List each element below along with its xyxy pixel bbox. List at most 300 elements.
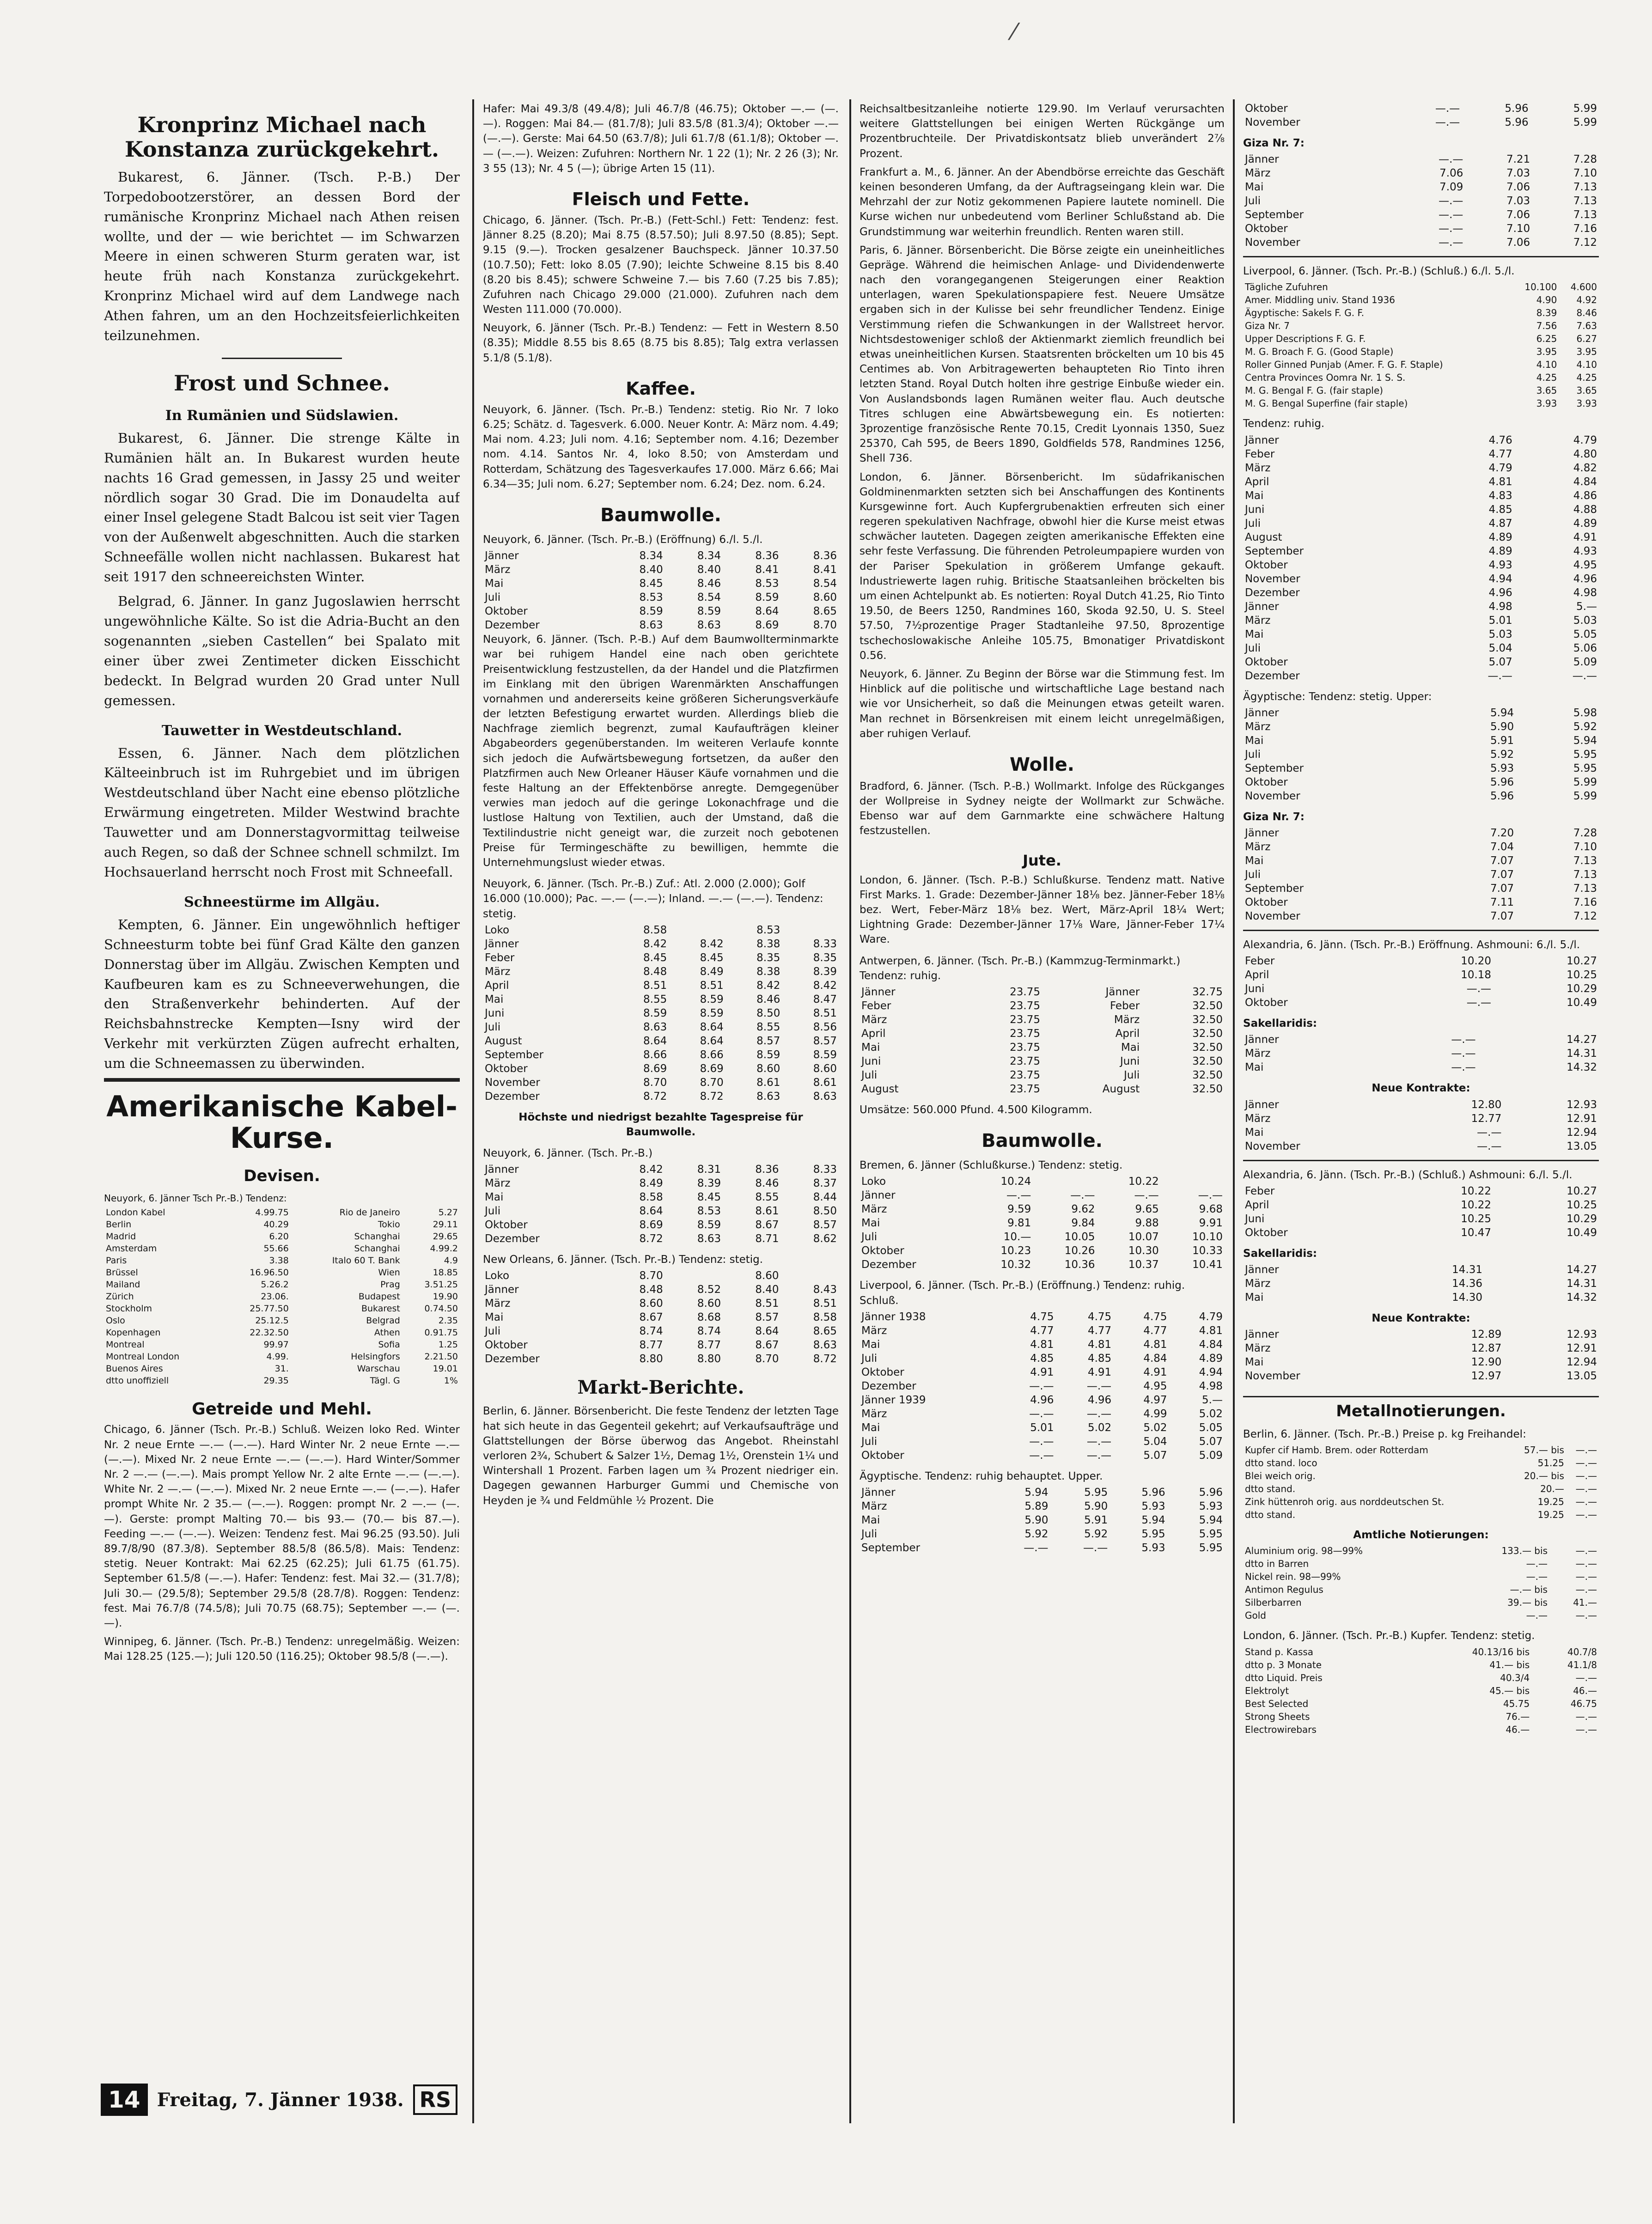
table-row bbox=[1243, 882, 1599, 896]
table-row bbox=[1243, 116, 1599, 129]
table-row bbox=[860, 1082, 1225, 1096]
hoechst-intro: Neuyork, 6. Jänner. (Tsch. Pr.-B.) bbox=[483, 1147, 653, 1160]
table-row bbox=[1243, 1291, 1599, 1304]
page-footer bbox=[101, 2079, 466, 2120]
row-value: 5.99 bbox=[1573, 116, 1597, 128]
table-row bbox=[1243, 762, 1599, 775]
row-value: 32.50 bbox=[1192, 1055, 1223, 1067]
row-value: 6.20 bbox=[269, 1231, 289, 1242]
row-value: 8.43 bbox=[813, 1284, 837, 1296]
divider bbox=[222, 358, 342, 359]
table-row bbox=[860, 1449, 1225, 1462]
table-row bbox=[483, 1324, 839, 1338]
table-row bbox=[1243, 1341, 1599, 1355]
row-label: November bbox=[1245, 573, 1300, 585]
row-value: 8.70 bbox=[643, 1076, 667, 1089]
row-value: 8.45 bbox=[639, 578, 663, 590]
row-label: Mai bbox=[485, 578, 504, 590]
row-value: 4.93 bbox=[1573, 545, 1597, 557]
row-value: 19.90 bbox=[433, 1292, 458, 1302]
row-value: 8.74 bbox=[639, 1325, 663, 1338]
table-row bbox=[1243, 1645, 1599, 1658]
row-value: 51.25 bbox=[1537, 1457, 1564, 1469]
table-row bbox=[483, 1090, 839, 1103]
row-label: Oktober bbox=[485, 1062, 528, 1075]
table-row bbox=[483, 1204, 839, 1218]
row-value: 8.57 bbox=[813, 1219, 837, 1231]
row-value: Juli bbox=[1124, 1069, 1140, 1081]
table-row bbox=[860, 1175, 1225, 1188]
jute-report: London, 6. Jänner. (Tsch. P.-B.) Schlußkurse. Tendenz matt. Native First Marks. 1. Grade: Dezember-Jänner 18⅛ bez. Jänner-Feber 18⅛ bez. Wert, Feber-März 18⅛ bez. Wert, März-April 18¼ Wert; Lightning Grade: Dezember-Jänner 17⅛ Ware, Jänner-Feber 17¼ Ware. bbox=[860, 874, 1225, 946]
table-row bbox=[483, 563, 839, 577]
row-value: 8.66 bbox=[700, 1048, 724, 1061]
row-value: 8.55 bbox=[755, 1191, 779, 1204]
row-label: März bbox=[861, 1500, 887, 1512]
table-row bbox=[1243, 558, 1599, 572]
row-label: Mai bbox=[1245, 734, 1264, 747]
row-value: 7.06 bbox=[1506, 237, 1530, 249]
row-value: —.— bbox=[1575, 1672, 1597, 1683]
row-label: Stockholm bbox=[106, 1304, 152, 1314]
title-metall: Metallnotierungen. bbox=[1243, 1396, 1599, 1420]
row-label: Loko bbox=[861, 1176, 886, 1188]
orleans-intro: New Orleans, 6. Jänner. (Tsch. Pr.-B.) Tendenz: stetig. bbox=[483, 1254, 763, 1266]
row-value: 12.90 bbox=[1471, 1356, 1502, 1369]
table-row bbox=[1243, 968, 1599, 982]
row-value: 8.51 bbox=[700, 979, 724, 992]
table-row bbox=[1243, 720, 1599, 734]
row-value: 8.59 bbox=[756, 1048, 780, 1061]
table-row bbox=[1243, 600, 1599, 614]
row-value: —.— bbox=[1029, 1449, 1054, 1462]
row-value: 1.25 bbox=[438, 1340, 458, 1350]
row-label: Oktober bbox=[1245, 1226, 1288, 1239]
row-value: —.— bbox=[1029, 1408, 1054, 1420]
row-value: 9.91 bbox=[1199, 1217, 1223, 1230]
row-value: —.— bbox=[1575, 1610, 1597, 1621]
row-label: Dezember bbox=[1245, 586, 1300, 599]
row-value: 32.75 bbox=[1192, 986, 1223, 998]
row-value: 5.02 bbox=[1087, 1421, 1112, 1434]
row-label: April bbox=[1245, 475, 1269, 488]
row-value: 23.75 bbox=[1010, 1055, 1040, 1067]
row-label: Amsterdam bbox=[106, 1243, 157, 1254]
row-value: 5.94 bbox=[1024, 1486, 1049, 1499]
row-value: 4.82 bbox=[1573, 462, 1597, 474]
table-row bbox=[1243, 854, 1599, 868]
row-value: Bukarest bbox=[361, 1304, 400, 1314]
amtl-table bbox=[1243, 1544, 1599, 1622]
table-row bbox=[1243, 1495, 1599, 1508]
row-label: Tägliche Zufuhren bbox=[1245, 281, 1328, 293]
row-value: 8.46 bbox=[755, 1177, 779, 1190]
row-value: 7.13 bbox=[1573, 181, 1597, 194]
table-row bbox=[1243, 1139, 1599, 1153]
row-value: 7.07 bbox=[1490, 882, 1514, 895]
row-label: Mai bbox=[1245, 181, 1264, 194]
row-label: Feber bbox=[485, 951, 515, 964]
row-value: 5.91 bbox=[1084, 1514, 1108, 1526]
row-value: 18.85 bbox=[433, 1267, 458, 1278]
row-label: Oktober bbox=[1245, 656, 1288, 668]
row-value: 7.10 bbox=[1573, 167, 1597, 180]
row-value: 8.51 bbox=[755, 1298, 779, 1310]
table-row bbox=[483, 1048, 839, 1062]
row-value: Tokio bbox=[378, 1219, 400, 1230]
table-row bbox=[860, 1216, 1225, 1230]
row-value: 16.96.50 bbox=[250, 1267, 289, 1278]
row-value: 99.97 bbox=[263, 1340, 289, 1350]
row-label: Electrowirebars bbox=[1245, 1724, 1317, 1735]
table-row bbox=[1243, 293, 1599, 306]
row-value: 5.94 bbox=[1490, 707, 1514, 719]
row-value: 8.74 bbox=[697, 1325, 721, 1338]
row-value: 32.50 bbox=[1192, 1027, 1223, 1040]
row-value: 5.06 bbox=[1573, 642, 1597, 654]
row-value: 10.29 bbox=[1567, 983, 1597, 995]
row-label: März bbox=[1245, 720, 1271, 733]
row-value: 4.79 bbox=[1488, 462, 1512, 474]
table-row bbox=[104, 1255, 460, 1267]
row-label: Dezember bbox=[1245, 670, 1300, 682]
column-4 bbox=[1243, 102, 1599, 2135]
row-value: 10.05 bbox=[1064, 1231, 1095, 1243]
row-value: 4.79 bbox=[1199, 1310, 1223, 1323]
table-row bbox=[483, 1190, 839, 1204]
months-table bbox=[1243, 433, 1599, 683]
row-value: 5.02 bbox=[1143, 1421, 1167, 1434]
table-row bbox=[1243, 194, 1599, 208]
row-value: 22.32.50 bbox=[250, 1328, 289, 1338]
row-value: 41.— bbox=[1573, 1597, 1597, 1609]
table-row bbox=[860, 1230, 1225, 1244]
row-label: Juli bbox=[485, 1325, 501, 1338]
row-label: September bbox=[861, 1542, 920, 1554]
row-label: Oktober bbox=[1245, 997, 1288, 1009]
table-row bbox=[1243, 1263, 1599, 1277]
row-label: dtto stand. loco bbox=[1245, 1457, 1317, 1469]
frankfurt-report: Frankfurt a. M., 6. Jänner. An der Abendbörse erreichte das Geschäft keinen besonderen Umfang, da der Auftragseingang klein war. Die Mehrzahl der zur Notiz gekommenen Papiere lautete nominell. Die Kurse wichen nur unbedeutend vom Berliner Schlußstand ab. Die Grundstimmung war weiterhin freundlich. Renten waren still. bbox=[860, 166, 1225, 238]
row-label: Oktober bbox=[1245, 776, 1288, 788]
row-label: Feber bbox=[1245, 955, 1275, 968]
table-row bbox=[1243, 1684, 1599, 1697]
row-value: 10.33 bbox=[1192, 1245, 1223, 1257]
row-label: Roller Ginned Punjab (Amer. F. G. F. Staple) bbox=[1245, 359, 1443, 371]
table-row bbox=[860, 1486, 1225, 1499]
table-row bbox=[1243, 306, 1599, 319]
row-value: 8.51 bbox=[643, 979, 667, 992]
table-row bbox=[1243, 1126, 1599, 1139]
column-3 bbox=[860, 102, 1225, 2135]
row-value: 4.99. bbox=[266, 1352, 289, 1362]
row-value: 8.31 bbox=[697, 1164, 721, 1176]
giza-label: Giza Nr. 7: bbox=[1243, 137, 1305, 149]
markt-report: Berlin, 6. Jänner. Börsenbericht. Die feste Tendenz der letzten Tage hat sich heute in das Gegenteil gekehrt; auf Verkaufsaufträge und Glattstellungen der Börse überwog das Angebot. Rheinstahl verloren 2¾, Schubert & Salzer 1½, Demag 1½, Orenstein 1¼ und Wintershall 1 Prozent. Farben lagen um ¾ Prozent niedriger ein. Dagegen gewannen Harburger Gummi und Chemische von Heyden je ¾ und Feldmühle ½ Prozent. Die bbox=[483, 1405, 839, 1507]
orleans-table bbox=[483, 1269, 839, 1366]
table-row bbox=[1243, 868, 1599, 882]
row-value: —.— bbox=[1435, 116, 1460, 128]
row-value: 7.07 bbox=[1490, 910, 1514, 922]
row-value: 8.39 bbox=[1536, 307, 1557, 319]
row-label: dtto unoffiziell bbox=[106, 1376, 169, 1386]
table-row bbox=[1243, 166, 1599, 180]
row-label: Nickel rein. 98—99% bbox=[1245, 1571, 1341, 1583]
row-label: Oktober bbox=[485, 1339, 528, 1352]
row-label: Berlin bbox=[106, 1219, 132, 1230]
row-value: 9.65 bbox=[1135, 1203, 1159, 1216]
row-value: 8.58 bbox=[813, 1311, 837, 1324]
row-value: 5.96 bbox=[1141, 1486, 1165, 1499]
row-value: —.— bbox=[1526, 1610, 1548, 1621]
row-value: 29.11 bbox=[433, 1219, 458, 1230]
row-value: 8.53 bbox=[756, 924, 780, 936]
table-row bbox=[1243, 1355, 1599, 1369]
table-row bbox=[1243, 706, 1599, 720]
row-label: Feber bbox=[861, 999, 891, 1012]
row-value: 23.75 bbox=[1010, 1083, 1040, 1095]
row-label: Jänner 1938 bbox=[861, 1310, 926, 1323]
row-label: Gold bbox=[1245, 1610, 1266, 1621]
row-value: 10.47 bbox=[1461, 1226, 1492, 1239]
row-label: Mai bbox=[1245, 1291, 1264, 1304]
column-rule bbox=[472, 99, 474, 2123]
row-value: 3.95 bbox=[1576, 346, 1597, 358]
row-value: 5.95 bbox=[1573, 762, 1597, 774]
table-row bbox=[1243, 1557, 1599, 1570]
giza2-table bbox=[1243, 826, 1599, 923]
row-label: März bbox=[861, 1408, 887, 1420]
row-value: 10.25 bbox=[1567, 969, 1597, 981]
row-value: Italo 60 T. Bank bbox=[332, 1255, 400, 1266]
table-row bbox=[1243, 641, 1599, 655]
row-value: 40.13/16 bis bbox=[1472, 1646, 1530, 1657]
table-row bbox=[1243, 1226, 1599, 1240]
table-row bbox=[1243, 1482, 1599, 1495]
aegypt-intro: Ägyptische. Tendenz: ruhig behauptet. Upper. bbox=[860, 1470, 1103, 1482]
row-value: 8.56 bbox=[813, 1021, 837, 1033]
row-label: August bbox=[485, 1035, 522, 1047]
table-row bbox=[1243, 447, 1599, 461]
table-row bbox=[104, 1363, 460, 1375]
row-label: Kopenhagen bbox=[106, 1328, 161, 1338]
row-label: dtto stand. bbox=[1245, 1483, 1296, 1495]
row-label: November bbox=[485, 1076, 540, 1089]
table-row bbox=[483, 1269, 839, 1283]
row-value: 8.63 bbox=[643, 1021, 667, 1033]
getreide-report: Chicago, 6. Jänner (Tsch. Pr.-B.) Schluß. Weizen loko Red. Winter Nr. 2 neue Ernte —.— (—.—). Hard Winter Nr. 2 neue Ernte —.— (—.—). Mixed Nr. 2 neue Ernte —.— (—.—). Hard Winter/Sommer Nr. 2 —.— (—.—). Mais prompt Yellow Nr. 2 alte Ernte —.— (—.—). White Nr. 2 —.— (—.—). Mixed Nr. 2 neue Ernte —.— (—.—). Hafer prompt White Nr. 2 35.— (—.—). Roggen: prompt Nr. 2 —.— (—.—). Gerste: prompt Malting 70.— bis 93.— (70.— bis 87.—). Feeding —.— (—.—). Weizen: Tendenz fest. Mai 96.25 (93.50). Juli 89.7/8/90 (87.3/8). September 88.5/8 (86.5/8). Mais: Tendenz: stetig. Neuer Kontrakt: Mai 62.25 (62.25); Juli 61.75 (61.75). September 61.5/8 (—.—). Hafer: Tendenz: fest. Mai 32.— (31.7/8); Juli 30.— (29.5/8); September 29.5/8 (28.7/8). Roggen: Tendenz: fest. Mai 76.7/8 (74.5/8); Juli 70.75 (68.75); September —.— (—.—). bbox=[104, 1424, 460, 1629]
table-row bbox=[1243, 1710, 1599, 1723]
row-value: 5.96 bbox=[1505, 103, 1529, 115]
table-row bbox=[1243, 586, 1599, 600]
row-label: Dezember bbox=[485, 1233, 540, 1245]
row-value: 8.64 bbox=[755, 605, 779, 618]
row-value: —.— bbox=[1575, 1545, 1597, 1557]
row-value: 7.21 bbox=[1506, 153, 1530, 166]
row-value: 12.94 bbox=[1567, 1126, 1597, 1139]
wolle-report: Bradford, 6. Jänner. (Tsch. P.-B.) Wollmarkt. Infolge des Rückganges der Wollpreise in Sydney neigte der Wollmarkt zur Schwäche. Ebenso war auf dem Garnmarkte eine schwächere Haltung festzustellen. bbox=[860, 780, 1225, 837]
article-essen: Essen, 6. Jänner. Nach dem plötzlichen Kälteeinbruch ist im Ruhrgebiet und im übrigen Westdeutschland über Nacht eine ebenso plötzliche Erwärmung eingetreten. Milder Westwind brachte Tauwetter und am Donnerstagvormittag teilweise auch Regen, so daß der Schnee schnell schmilzt. Im Hochsauerland herrscht noch Frost mit Schneefall. bbox=[104, 745, 460, 880]
row-value: 0.74.50 bbox=[424, 1304, 458, 1314]
table-row bbox=[1243, 954, 1599, 968]
row-value: 5.93 bbox=[1199, 1500, 1223, 1512]
row-value: 3.38 bbox=[269, 1255, 289, 1266]
row-value: 4.10 bbox=[1536, 359, 1557, 371]
row-value: 10.37 bbox=[1128, 1259, 1159, 1271]
row-value: 23.75 bbox=[1010, 1027, 1040, 1040]
table-row bbox=[483, 979, 839, 993]
row-value: 8.42 bbox=[643, 938, 667, 950]
row-label: Mai bbox=[1245, 628, 1264, 640]
subhead-allgaeu: Schneestürme im Allgäu. bbox=[184, 894, 380, 910]
row-value: 8.48 bbox=[643, 965, 667, 978]
table-row bbox=[1243, 775, 1599, 789]
row-label: Loko bbox=[485, 1270, 510, 1282]
table-row bbox=[483, 993, 839, 1006]
row-value: —.— bbox=[1526, 1571, 1548, 1583]
table-row bbox=[1243, 1444, 1599, 1456]
row-value: 14.27 bbox=[1567, 1034, 1597, 1046]
row-value: 9.88 bbox=[1135, 1217, 1159, 1230]
row-label: Jänner bbox=[1245, 827, 1279, 839]
row-value: 5.03 bbox=[1573, 614, 1597, 627]
row-label: März bbox=[1245, 1048, 1271, 1060]
table-row bbox=[1243, 332, 1599, 345]
row-value: 4.96 bbox=[1087, 1394, 1112, 1406]
row-value: 8.59 bbox=[697, 1219, 721, 1231]
row-value: 8.63 bbox=[639, 619, 663, 632]
row-value: —.— bbox=[1575, 1483, 1597, 1495]
row-value: 14.27 bbox=[1567, 1263, 1597, 1276]
row-label: März bbox=[861, 1013, 887, 1026]
table-row bbox=[860, 1435, 1225, 1449]
row-value: 12.80 bbox=[1471, 1098, 1502, 1111]
row-label: Oslo bbox=[106, 1316, 125, 1326]
title-getreide: Getreide und Mehl. bbox=[192, 1400, 372, 1419]
row-value: 5.02 bbox=[1199, 1408, 1223, 1420]
row-value: —.— bbox=[1070, 1189, 1095, 1202]
row-value: 4.89 bbox=[1488, 531, 1512, 543]
row-label: Giza Nr. 7 bbox=[1245, 320, 1290, 332]
table-row bbox=[483, 577, 839, 591]
row-value: 14.31 bbox=[1567, 1048, 1597, 1060]
alex2-table bbox=[1243, 1184, 1599, 1240]
row-value: 46.— bbox=[1506, 1724, 1530, 1735]
row-value: 45.75 bbox=[1503, 1698, 1530, 1709]
row-value: 8.36 bbox=[755, 550, 779, 562]
row-value: 8.60 bbox=[813, 1062, 837, 1075]
row-value: 57.— bis bbox=[1524, 1444, 1564, 1456]
row-value: 5.93 bbox=[1141, 1500, 1165, 1512]
row-value: 8.58 bbox=[639, 1191, 663, 1204]
tendenz-ruhig: Tendenz: ruhig. bbox=[1243, 418, 1325, 430]
row-value: 4.84 bbox=[1143, 1352, 1167, 1365]
row-value: —.— bbox=[1086, 1380, 1112, 1392]
row-value: 23.75 bbox=[1010, 1041, 1040, 1054]
row-label: Stand p. Kassa bbox=[1245, 1646, 1314, 1657]
amtl-label: Amtliche Notierungen: bbox=[1353, 1529, 1489, 1542]
row-value: 4.79 bbox=[1573, 434, 1597, 446]
table-row bbox=[1243, 1508, 1599, 1521]
row-value: 8.70 bbox=[755, 1353, 779, 1365]
row-value: 3.93 bbox=[1576, 398, 1597, 409]
table-row bbox=[104, 1327, 460, 1339]
row-label: Juli bbox=[861, 1069, 878, 1081]
row-value: 4.94 bbox=[1199, 1366, 1223, 1378]
row-value: —.— bbox=[1575, 1470, 1597, 1482]
table-row bbox=[1243, 1112, 1599, 1126]
row-value: 7.03 bbox=[1506, 195, 1530, 207]
row-value: 4.89 bbox=[1573, 517, 1597, 530]
row-value: 4.84 bbox=[1199, 1338, 1223, 1351]
row-label: Juli bbox=[861, 1352, 878, 1365]
row-value: 8.67 bbox=[755, 1339, 779, 1352]
row-label: März bbox=[1245, 167, 1271, 180]
table-row bbox=[1243, 1047, 1599, 1060]
table-row bbox=[1243, 397, 1599, 410]
row-value: 10.41 bbox=[1192, 1259, 1223, 1271]
table-row bbox=[1243, 840, 1599, 854]
row-value: —.— bbox=[1086, 1435, 1112, 1448]
row-value: 8.66 bbox=[643, 1048, 667, 1061]
row-label: Mai bbox=[861, 1514, 880, 1526]
row-value: 4.98 bbox=[1488, 600, 1512, 613]
row-label: März bbox=[485, 1177, 511, 1190]
table-row bbox=[1243, 896, 1599, 909]
row-value: 4.98 bbox=[1199, 1380, 1223, 1392]
row-value: 4.75 bbox=[1030, 1310, 1054, 1323]
row-value: 20.— bbox=[1540, 1483, 1564, 1495]
row-label: März bbox=[1245, 1277, 1271, 1290]
row-value: 4.96 bbox=[1573, 573, 1597, 585]
table-row bbox=[860, 1324, 1225, 1338]
row-value: 5.92 bbox=[1573, 720, 1597, 733]
row-value: 5.92 bbox=[1084, 1528, 1108, 1540]
row-value: 8.46 bbox=[697, 578, 721, 590]
row-value: 10.30 bbox=[1128, 1245, 1159, 1257]
row-value: 7.06 bbox=[1506, 181, 1530, 194]
article-kempten: Kempten, 6. Jänner. Ein ungewöhnlich heftiger Schneesturm tobte bei fünf Grad Kälte den ganzen Donnerstag über im Allgäu. Zwischen Kempten und Kaufbeuren kam es zu Schneeverwehungen, die den Straßenverkehr behinderten. Auf der Reichsbahnstrecke Kempten—Isny wird der Verkehr mit verkürzten Zügen aufrecht erhalten, um die Schneemassen zu überwinden. bbox=[104, 916, 460, 1072]
row-value: 8.72 bbox=[813, 1353, 837, 1365]
row-value: 5.09 bbox=[1573, 656, 1597, 668]
row-value: 8.36 bbox=[755, 1164, 779, 1176]
row-value: April bbox=[1115, 1027, 1140, 1040]
row-label: März bbox=[485, 1298, 511, 1310]
table-row bbox=[1243, 1583, 1599, 1596]
row-value: 8.64 bbox=[643, 1035, 667, 1047]
row-value: 5.07 bbox=[1488, 656, 1512, 668]
row-value: —.— bbox=[1439, 223, 1463, 235]
table-row bbox=[860, 1407, 1225, 1421]
table-row bbox=[860, 1310, 1225, 1324]
row-label: Jänner bbox=[485, 1284, 519, 1296]
devisen-intro: Neuyork, 6. Jänner Tsch Pr.-B.) Tendenz: bbox=[104, 1193, 287, 1204]
row-label: November bbox=[1245, 790, 1300, 802]
row-value: 10.18 bbox=[1461, 969, 1492, 981]
row-value: 7.20 bbox=[1490, 827, 1514, 839]
row-value: Warschau bbox=[357, 1364, 400, 1374]
row-label: Oktober bbox=[1245, 103, 1288, 115]
table-row bbox=[860, 1188, 1225, 1202]
title-jute: Jute. bbox=[1023, 851, 1061, 869]
row-value: 10.— bbox=[1003, 1231, 1031, 1243]
row-value: 9.84 bbox=[1071, 1217, 1095, 1230]
headline-frost: Frost und Schnee. bbox=[174, 370, 390, 396]
row-value: 8.72 bbox=[639, 1233, 663, 1245]
row-value: 6.25 bbox=[1536, 333, 1557, 345]
row-value: 8.37 bbox=[813, 1177, 837, 1190]
row-value: 8.59 bbox=[697, 605, 721, 618]
row-value: 40.3/4 bbox=[1500, 1672, 1530, 1683]
